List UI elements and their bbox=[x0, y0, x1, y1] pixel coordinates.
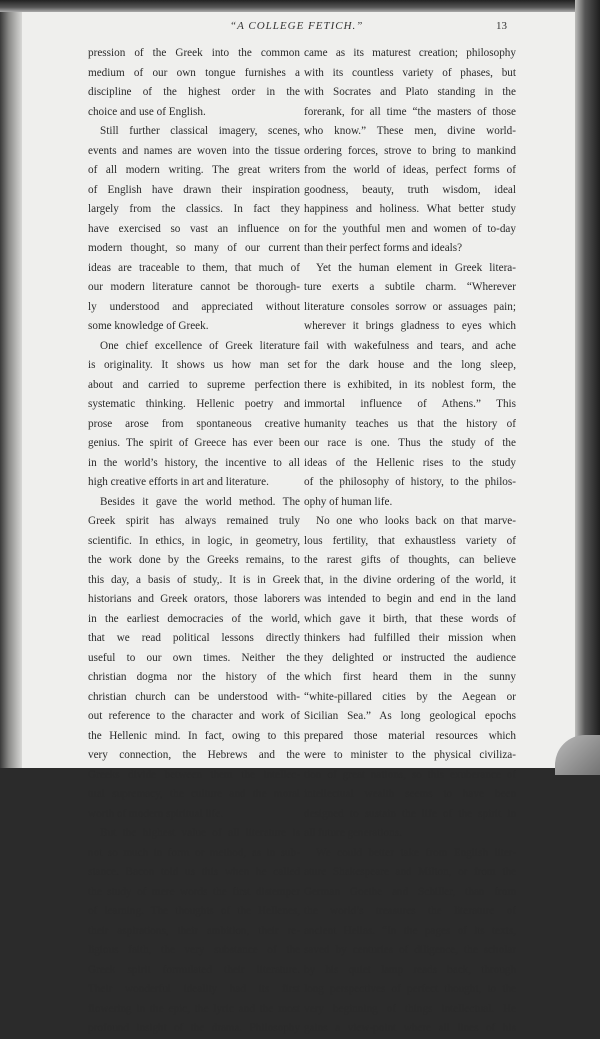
text-line: in the world’s history, the incentive to all bbox=[88, 456, 300, 469]
text-line: out reference to the character and work of bbox=[88, 710, 300, 722]
text-line: the world’s treasures the literature of bbox=[304, 905, 516, 917]
running-title: “A COLLEGE FETICH.” bbox=[230, 20, 364, 32]
text-line: ly understood and appreciated without bbox=[88, 300, 300, 313]
text-line: ophy of human life. bbox=[304, 495, 393, 508]
text-line: high creative efforts in art and literature. bbox=[88, 476, 269, 488]
text-line: that, in the divine ordering of the world, it bbox=[304, 573, 516, 586]
text-line: genius. The spirit of Greece has ever been bbox=[88, 437, 300, 449]
text-line: ature Shakespeare and Milton, or from the bbox=[304, 866, 516, 878]
paragraph bbox=[304, 844, 516, 1039]
text-line: gains a view-point where all lines of his bbox=[304, 1022, 516, 1034]
text-line: they delighted or instructed the audience bbox=[304, 651, 516, 664]
text-line: were to minister to the physical civiliza- bbox=[304, 749, 516, 761]
text-line: ordering forces, strove to bring to mankind bbox=[304, 144, 516, 157]
text-line: largely from the classics. In fact they bbox=[88, 203, 300, 215]
text-line: in the earliest democracies of the world, bbox=[88, 612, 300, 625]
text-line: from the world of ideas, perfect forms of bbox=[304, 164, 516, 176]
text-line: christian church can be understood with- bbox=[88, 690, 300, 703]
text-line: scientific. In ethics, in logic, in geometry, bbox=[88, 534, 300, 547]
text-line: pression of the Greek into the common bbox=[88, 47, 300, 59]
text-line: this day, a basis of study,. It is in Greek bbox=[88, 573, 300, 586]
text-line: of the philosophy of history, to the philos- bbox=[304, 476, 516, 488]
text-line: have exercised so vast an influence on bbox=[88, 222, 300, 235]
text-line: ideas are traceable to them, that much of bbox=[88, 261, 300, 274]
text-line: of all modern writing. The great writers bbox=[88, 164, 300, 176]
text-line: goodness, beauty, truth wisdom, ideal bbox=[304, 183, 516, 196]
text-line: the study of mere words the first distemper bbox=[88, 885, 300, 898]
text-line: useful to our own times. Neither the bbox=[88, 651, 300, 664]
text-line: that we read political lessons directly bbox=[88, 632, 300, 644]
text-line: with Socrates and Plato standing in the bbox=[304, 86, 516, 98]
text-line: prepared those material resources which bbox=[304, 729, 516, 742]
text-line: there is exhibited, in its noblest form, the bbox=[304, 378, 516, 391]
text-line: long perspectives of perfect thought, to the bbox=[304, 983, 516, 995]
text-line: tual supremacy, the culture and the moral bbox=[88, 788, 300, 800]
text-line: our race is one. Thus the study of the bbox=[304, 437, 516, 449]
text-line: ancient Hellas. “In the pages of its texts, bbox=[304, 924, 516, 937]
text-line: Yet the human element in Greek litera- bbox=[316, 261, 516, 274]
paragraph bbox=[88, 824, 300, 1039]
text-line: medium of our own tongue furnishes a bbox=[88, 66, 300, 79]
text-line: worth of modern spiritual life. bbox=[88, 807, 224, 820]
page-header bbox=[0, 20, 600, 36]
text-line: our modern literature cannot be thorough- bbox=[88, 281, 300, 293]
text-line: We could better take from English liter- bbox=[316, 846, 516, 859]
text-line: fail with wakefulness and tears, and ache bbox=[304, 339, 516, 352]
text-line: humanity teaches us that the history of bbox=[304, 417, 516, 430]
text-line: is originality. It shows us how man set bbox=[88, 359, 300, 371]
paragraph bbox=[304, 512, 516, 844]
text-line: lous fertility, that exhaustless variety of bbox=[304, 534, 516, 547]
text-line: Still further classical imagery, scenes, bbox=[100, 125, 300, 137]
text-line: Greek spirit has always remained truly bbox=[88, 515, 300, 527]
text-line: Besides it gave the world method. The bbox=[100, 495, 300, 508]
text-line: very beginning of things intellectual. He bbox=[304, 1002, 516, 1015]
text-line: which gave it birth, that these words of bbox=[304, 612, 516, 625]
text-line: christian dogma nor the history of the bbox=[88, 671, 300, 683]
text-line: of English have drawn their inspiration bbox=[88, 183, 300, 196]
text-line: which first heard them in the sunny bbox=[304, 671, 516, 683]
text-line: Greeks divide between them the intellec- bbox=[88, 768, 300, 781]
text-line: No one who looks back on that marve- bbox=[316, 515, 516, 527]
text-line: was intended to begin and end in the land bbox=[304, 593, 516, 605]
text-line: historians and Greek orators, those laborers bbox=[88, 593, 300, 605]
text-line: One chief excellence of Greek literature bbox=[100, 339, 300, 352]
page-number: 13 bbox=[496, 20, 507, 32]
text-line: than their perfect forms and ideals? bbox=[304, 242, 463, 254]
scan-top-edge bbox=[0, 0, 600, 12]
text-line: intellectual wealth seems to have been bbox=[304, 788, 516, 800]
scan-right-edge bbox=[575, 0, 600, 768]
text-line: discipline of the highest order in the bbox=[88, 86, 300, 98]
text-line: prose arose from spontaneous creative bbox=[88, 417, 300, 430]
paragraph bbox=[88, 337, 300, 493]
text-line: ture exerts a subtile charm. “Wherever bbox=[304, 281, 516, 293]
text-line: for the youthful men and women of to-day bbox=[304, 222, 516, 235]
text-line: who know.” These men, divine world- bbox=[304, 125, 516, 137]
text-line: some knowledge of Greek. bbox=[88, 320, 209, 332]
text-line: tion of great nations, so this exuberance of bbox=[304, 768, 516, 781]
text-line: for the dark house and the long sleep, bbox=[304, 359, 516, 371]
text-line: not so much in form or method, as in sub- bbox=[88, 846, 300, 859]
book-binding-edge bbox=[0, 0, 22, 768]
text-line: modern thought, so many of our current bbox=[88, 242, 300, 254]
text-line: immortal influence of Athens.” This bbox=[304, 398, 516, 410]
text-column-left bbox=[88, 44, 300, 1039]
text-line: Their wonderful ideality had its first bbox=[88, 983, 300, 995]
text-line: literature consoles sorrow or assuages pain; bbox=[304, 300, 516, 313]
text-line: stance. Bacon told us this when he called bbox=[88, 866, 300, 878]
text-line: choice and use of English. bbox=[88, 105, 206, 118]
text-line: Greek spirit formulated their literature. bbox=[88, 963, 300, 976]
text-line: events and names are woven into the tissue bbox=[88, 144, 300, 157]
text-line: systematic thinking. Hellenic poetry and bbox=[88, 398, 300, 410]
text-line: flowering in the epic, the lyric and the most bbox=[88, 1002, 300, 1015]
text-line: with its countless variety of phases, but bbox=[304, 66, 516, 79]
text-line: saved by centuries of diligence, the scholar bbox=[304, 944, 516, 956]
text-line: ideas of the Hellenic rises to the study bbox=[304, 456, 516, 469]
text-line: happiness and holiness. What better study bbox=[304, 203, 516, 215]
text-line: profound insight of the drama. Philosophy bbox=[88, 1022, 300, 1034]
text-column-right bbox=[304, 44, 516, 1039]
paragraph bbox=[88, 122, 300, 337]
text-line: came as its maturest creation; philosophy bbox=[304, 47, 516, 59]
text-line: thinkers had fulfilled their mission when bbox=[304, 632, 516, 644]
paragraph bbox=[304, 44, 516, 259]
text-line: wherever it brings gladness to eyes which bbox=[304, 320, 516, 332]
text-line: Sicilian Sea.” As long geological epochs bbox=[304, 710, 516, 722]
paragraph bbox=[304, 259, 516, 513]
text-line: very connection, the Hebrews and the bbox=[88, 749, 300, 761]
text-line: ligious faith, the very substance of the bbox=[88, 944, 300, 956]
paragraph bbox=[88, 44, 300, 122]
text-line: the Hellenic mind. In fact, owing to this bbox=[88, 729, 300, 742]
text-line: of learning. The thoughts of the Hellenes, bbox=[88, 905, 300, 917]
text-line: But the highest value of all literature is bbox=[100, 827, 300, 839]
text-line: by his quiet lamp reads back, through bbox=[304, 963, 516, 976]
text-line: their aspirations, their ambition, their re- bbox=[88, 924, 300, 937]
text-line: designed to sustain the life of the spirit in bbox=[304, 807, 516, 820]
paragraph bbox=[88, 493, 300, 825]
text-line: German Goethe and Schiller, than from bbox=[304, 885, 516, 898]
text-line: all future generations. bbox=[304, 827, 402, 839]
text-line: “white-pillared cities by the Aegean or bbox=[304, 690, 516, 703]
text-line: forerank, for all time “the masters of those bbox=[304, 105, 516, 118]
text-line: the work done by the Greeks remains, to bbox=[88, 554, 300, 566]
text-line: the rarest gifts of thoughts, can believe bbox=[304, 554, 516, 566]
text-line: about and carried to supreme perfection bbox=[88, 378, 300, 391]
